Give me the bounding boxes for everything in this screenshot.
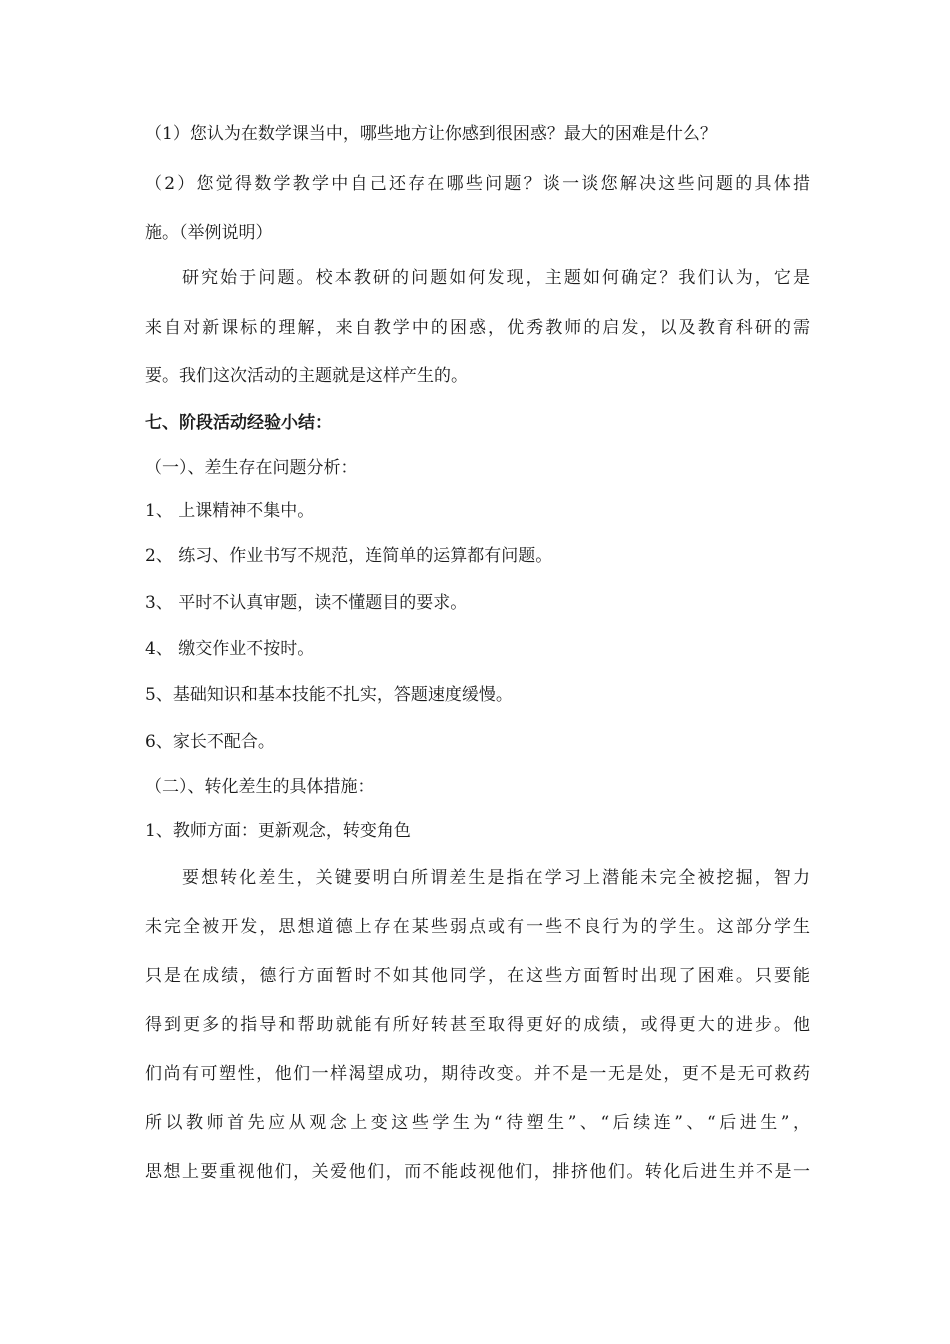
list-item-2: 2、 练习、作业书写不规范，连简单的运算都有问题。 — [145, 546, 553, 566]
paragraph-research-line-1: 研究始于问题。校本教研的问题如何发现，主题如何确定？我们认为，它是 — [182, 268, 810, 288]
paragraph-teacher-line-7: 思想上要重视他们，关爱他们，而不能歧视他们，排挤他们。转化后进生并不是一 — [145, 1162, 810, 1182]
question-2-line-1: （2）您觉得数学教学中自己还存在哪些问题？谈一谈您解决这些问题的具体措 — [145, 174, 810, 194]
list-item-3: 3、 平时不认真审题，读不懂题目的要求。 — [145, 593, 468, 613]
list-item-5: 5、基础知识和基本技能不扎实，答题速度缓慢。 — [145, 685, 513, 705]
section-heading-7: 七、阶段活动经验小结： — [145, 413, 332, 433]
paragraph-teacher-line-2: 未完全被开发，思想道德上存在某些弱点或有一些不良行为的学生。这部分学生 — [145, 917, 810, 937]
paragraph-teacher-line-6: 所以教师首先应从观念上变这些学生为“待塑生”、“后续连”、“后进生”， — [145, 1113, 810, 1133]
paragraph-teacher-line-3: 只是在成绩，德行方面暂时不如其他同学，在这些方面暂时出现了困难。只要能 — [145, 966, 810, 986]
question-2-line-2: 施。（举例说明） — [145, 223, 273, 243]
paragraph-research-line-3: 要。我们这次活动的主题就是这样产生的。 — [145, 366, 468, 386]
list-item-4: 4、 缴交作业不按时。 — [145, 639, 315, 659]
subheading-problem-analysis: （一）、差生存在问题分析： — [145, 458, 358, 478]
subheading-measures: （二）、转化差生的具体措施： — [145, 777, 375, 797]
paragraph-teacher-line-1: 要想转化差生，关键要明白所谓差生是指在学习上潜能未完全被挖掘，智力 — [182, 868, 810, 888]
paragraph-teacher-line-5: 们尚有可塑性，他们一样渴望成功，期待改变。并不是一无是处，更不是无可救药 — [145, 1064, 810, 1084]
measure-teacher-heading: 1、教师方面：更新观念，转变角色 — [145, 821, 411, 841]
paragraph-research-line-2: 来自对新课标的理解，来自教学中的困惑，优秀教师的启发，以及教育科研的需 — [145, 318, 810, 338]
list-item-1: 1、 上课精神不集中。 — [145, 501, 315, 521]
list-item-6: 6、家长不配合。 — [145, 732, 275, 752]
paragraph-teacher-line-4: 得到更多的指导和帮助就能有所好转甚至取得更好的成绩，或得更大的进步。他 — [145, 1015, 810, 1035]
question-1: （1）您认为在数学课当中，哪些地方让你感到很困惑？最大的困难是什么？ — [145, 124, 717, 144]
